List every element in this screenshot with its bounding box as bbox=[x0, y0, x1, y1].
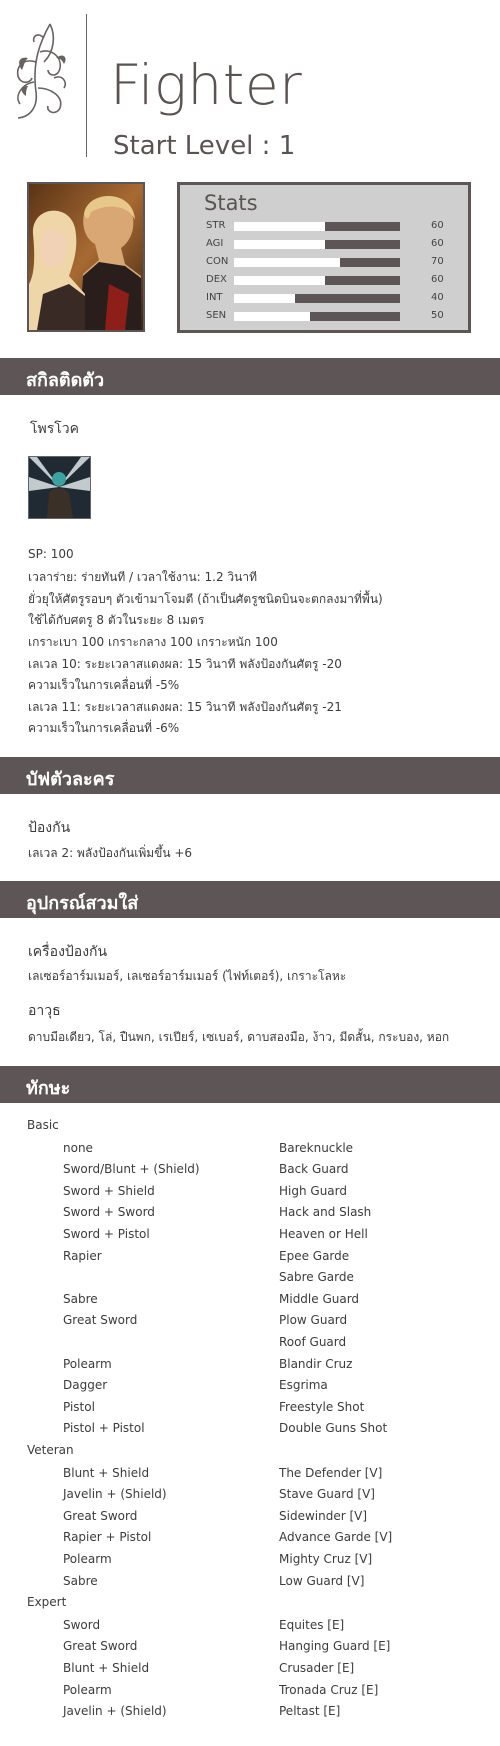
stat-label: AGI bbox=[206, 238, 224, 249]
stat-value: 40 bbox=[431, 292, 444, 303]
skill-stance: Middle Guard bbox=[279, 1291, 360, 1306]
weapon-list: ดาบมือเดียว, โล่, ปืนพก, เรเปียร์, เซเบอร์, ดาบสองมือ, ง้าว, มีดสั้น, กระบอง, หอก bbox=[28, 1030, 450, 1044]
skill-weapon: Rapier bbox=[63, 1248, 102, 1263]
skill-weapon: Sword/Blunt + (Shield) bbox=[63, 1162, 200, 1177]
armor-title: เครื่องป้องกัน bbox=[28, 944, 108, 960]
skill-stance: Heaven or Hell bbox=[279, 1227, 368, 1241]
stat-row bbox=[206, 273, 456, 287]
skill-group-heading: Basic bbox=[27, 1118, 59, 1132]
description-line: เกราะเบา 100 เกราะกลาง 100 เกราะหนัก 100 bbox=[28, 635, 278, 649]
skill-weapon: Dagger bbox=[63, 1378, 108, 1393]
skill-stance: Stave Guard [V] bbox=[279, 1487, 375, 1502]
stat-bar-fill bbox=[234, 258, 340, 267]
stat-bar-fill bbox=[234, 222, 325, 231]
stat-row bbox=[206, 237, 456, 251]
stats-panel bbox=[177, 182, 471, 333]
stat-bar bbox=[234, 258, 400, 267]
skill-stance: Hack and Slash bbox=[279, 1205, 372, 1220]
skill-weapon: Polearm bbox=[63, 1356, 112, 1371]
skill-weapon: Pistol bbox=[63, 1399, 95, 1414]
description-line: ยั่วยุให้ศัตรูรอบๆ ตัวเข้ามาโจมตี (ถ้าเป็นศัตรูชนิดบินจะตกลงมาที่พื้น) bbox=[28, 592, 383, 606]
description-line: ใช้ได้กับศตรู 8 ตัวในระยะ 8 เมตร bbox=[28, 613, 205, 627]
stat-bar-fill bbox=[234, 294, 295, 303]
stat-label: INT bbox=[206, 292, 223, 303]
stat-bar-fill bbox=[234, 312, 310, 321]
skill-stance: Mighty Cruz [V] bbox=[279, 1552, 373, 1566]
skill-weapon: Great Sword bbox=[63, 1508, 138, 1523]
section-title-innate-skill: สกิลติดตัว bbox=[26, 370, 105, 391]
stat-label: SEN bbox=[206, 310, 227, 321]
stat-bar bbox=[234, 240, 400, 249]
start-level-label: Start Level : 1 bbox=[113, 131, 296, 161]
skill-weapon: Great Sword bbox=[63, 1313, 138, 1328]
stat-row bbox=[206, 219, 456, 233]
skill-stance: Blandir Cruz bbox=[279, 1356, 353, 1371]
skill-stance: Epee Garde bbox=[279, 1248, 350, 1263]
skill-weapon: Sword + Pistol bbox=[63, 1227, 150, 1241]
skill-weapon: Pistol + Pistol bbox=[63, 1421, 145, 1436]
section-equipment bbox=[0, 881, 500, 918]
stat-bar bbox=[234, 222, 400, 231]
description-line: เวลาร่าย: ร่ายทันที / เวลาใช้งาน: 1.2 วินาที bbox=[28, 570, 257, 584]
skill-stance: Low Guard [V] bbox=[279, 1573, 365, 1588]
skill-weapon: Sabre bbox=[63, 1573, 98, 1588]
page-header bbox=[0, 0, 500, 170]
skill-stance: Back Guard bbox=[279, 1162, 349, 1177]
skill-stance: Sidewinder [V] bbox=[279, 1508, 368, 1523]
section-title-character-buff: บัฟตัวละคร bbox=[26, 769, 115, 790]
skill-stance: Roof Guard bbox=[279, 1335, 347, 1349]
stat-label: DEX bbox=[206, 274, 227, 285]
skill-weapon: none bbox=[63, 1140, 93, 1155]
stat-bar bbox=[234, 312, 400, 321]
skill-weapon: Javelin + (Shield) bbox=[63, 1704, 167, 1719]
stat-row bbox=[206, 291, 456, 305]
innate-skill-name: โพรโวค bbox=[30, 421, 80, 437]
stat-value: 70 bbox=[431, 256, 444, 267]
description-line: ความเร็วในการเคลื่อนที่ -5% bbox=[28, 678, 180, 692]
section-character-buff bbox=[0, 757, 500, 794]
stat-bar-fill bbox=[234, 276, 325, 285]
stat-value: 50 bbox=[431, 310, 444, 321]
stat-bar bbox=[234, 276, 400, 285]
skill-weapon: Blunt + Shield bbox=[63, 1661, 150, 1675]
provoke-skill-icon bbox=[28, 456, 91, 519]
character-portrait-image bbox=[29, 184, 143, 330]
skill-weapon: Sword bbox=[63, 1617, 101, 1632]
skill-stance: The Defender [V] bbox=[279, 1465, 383, 1480]
section-title-skills: ทักษะ bbox=[26, 1078, 71, 1099]
section-title-equipment: อุปกรณ์สวมใส่ bbox=[26, 893, 139, 914]
stat-row bbox=[206, 255, 456, 269]
description-line: SP: 100 bbox=[28, 547, 74, 561]
section-skills bbox=[0, 1066, 500, 1103]
skill-stance: Equites [E] bbox=[279, 1617, 345, 1632]
buff-name: ป้องกัน bbox=[28, 820, 71, 836]
skill-stance: Tronada Cruz [E] bbox=[279, 1682, 379, 1697]
skill-stance: Peltast [E] bbox=[279, 1704, 341, 1719]
skill-weapon: Javelin + (Shield) bbox=[63, 1487, 167, 1502]
header-divider bbox=[86, 14, 87, 157]
skill-stance: Crusader [E] bbox=[279, 1661, 355, 1675]
skill-weapon: Polearm bbox=[63, 1552, 112, 1566]
skill-stance: Bareknuckle bbox=[279, 1140, 354, 1155]
stat-row bbox=[206, 309, 456, 323]
skill-weapon: Sword + Shield bbox=[63, 1183, 155, 1198]
description-line: เลเวล 10: ระยะเวลาสแดงผล: 15 วินาที พลังป้องกันศัตรู -20 bbox=[28, 657, 342, 671]
skill-stance: Hanging Guard [E] bbox=[279, 1639, 391, 1654]
character-portrait bbox=[27, 182, 145, 332]
skill-weapon: Blunt + Shield bbox=[63, 1465, 150, 1480]
skill-group-heading: Expert bbox=[27, 1595, 67, 1610]
skill-stance: High Guard bbox=[279, 1183, 347, 1198]
section-innate-skill bbox=[0, 358, 500, 395]
stat-bar bbox=[234, 294, 400, 303]
buff-effect: เลเวล 2: พลังป้องกันเพิ่มขึ้น +6 bbox=[28, 846, 193, 860]
stats-title: Stats bbox=[204, 191, 258, 215]
stat-label: STR bbox=[206, 220, 226, 231]
skill-stance: Double Guns Shot bbox=[279, 1421, 388, 1436]
skill-stance: Sabre Garde bbox=[279, 1270, 354, 1285]
skill-weapon: Sabre bbox=[63, 1291, 98, 1306]
weapon-title: อาวุธ bbox=[28, 1003, 61, 1019]
skill-weapon: Sword + Sword bbox=[63, 1205, 155, 1220]
stat-value: 60 bbox=[431, 274, 444, 285]
armor-list: เลเซอร์อาร์มเมอร์, เลเซอร์อาร์มเมอร์ (ไฟท์เตอร์), เกราะโลหะ bbox=[28, 969, 347, 983]
description-line: เลเวล 11: ระยะเวลาสแดงผล: 15 วินาที พลังป้องกันศัตรู -21 bbox=[28, 700, 342, 714]
skill-stance: Advance Garde [V] bbox=[279, 1530, 393, 1545]
stat-bar-fill bbox=[234, 240, 325, 249]
skill-weapon: Polearm bbox=[63, 1682, 112, 1697]
skill-stance: Plow Guard bbox=[279, 1313, 348, 1328]
stat-value: 60 bbox=[431, 220, 444, 231]
skill-stance: Freestyle Shot bbox=[279, 1399, 365, 1414]
stat-value: 60 bbox=[431, 238, 444, 249]
description-line: ความเร็วในการเคลื่อนที่ -6% bbox=[28, 721, 180, 735]
floral-ornament-icon bbox=[10, 22, 70, 122]
skill-weapon: Rapier + Pistol bbox=[63, 1530, 152, 1545]
stat-label: CON bbox=[206, 256, 229, 267]
page-title: Fighter bbox=[110, 53, 303, 117]
skill-stance: Esgrima bbox=[279, 1378, 328, 1393]
skill-group-heading: Veteran bbox=[27, 1443, 74, 1457]
skill-weapon: Great Sword bbox=[63, 1639, 138, 1654]
